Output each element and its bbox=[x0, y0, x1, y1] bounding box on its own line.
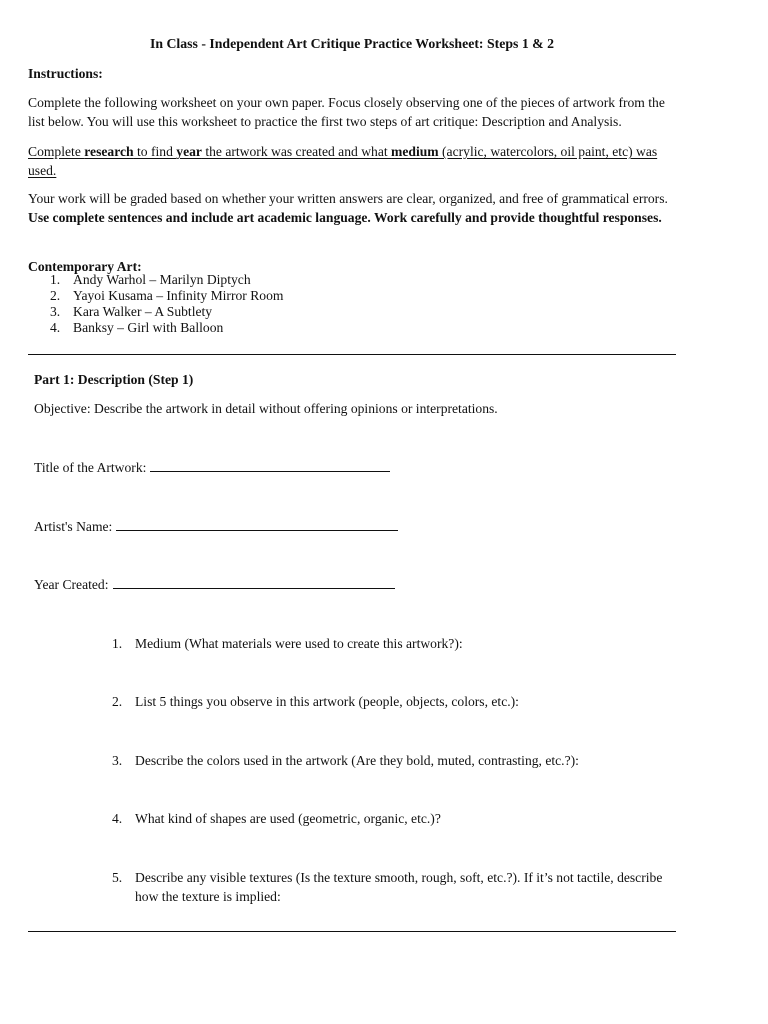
contemporary-art-heading: Contemporary Art: bbox=[28, 259, 142, 274]
para2-text-1: Complete bbox=[28, 144, 85, 159]
question-number: 1. bbox=[112, 636, 123, 651]
worksheet-title: In Class - Independent Art Critique Practice Worksheet: Steps 1 & 2 bbox=[149, 36, 555, 51]
section-divider-bottom bbox=[28, 931, 676, 932]
part1-heading: Part 1: Description (Step 1) bbox=[34, 372, 194, 387]
question-text: Medium (What materials were used to create this artwork?): bbox=[135, 636, 463, 651]
question-number: 4. bbox=[112, 811, 123, 826]
question-number: 3. bbox=[112, 753, 123, 768]
list-item-number: 1. bbox=[50, 272, 61, 287]
title-field bbox=[34, 458, 390, 477]
question-text: Describe any visible textures (Is the texture smooth, rough, soft, etc.?). If it’s not tactile, describe how the texture is implied: bbox=[135, 870, 663, 904]
list-item bbox=[28, 304, 668, 320]
list-item bbox=[28, 320, 668, 336]
list-item-text: Andy Warhol – Marilyn Diptych bbox=[73, 272, 251, 287]
instructions-paragraph-2 bbox=[28, 142, 680, 180]
list-item-number: 4. bbox=[50, 320, 61, 335]
grading-text: Your work will be graded based on whether your written answers are clear, organized, and free of grammatical errors. bbox=[28, 191, 668, 206]
list-item-text: Banksy – Girl with Balloon bbox=[73, 320, 224, 335]
year-answer-line[interactable] bbox=[113, 575, 395, 589]
list-item-number: 2. bbox=[50, 288, 61, 303]
artist-field-label: Artist's Name: bbox=[34, 519, 113, 534]
question-text: List 5 things you observe in this artwork (people, objects, colors, etc.): bbox=[135, 694, 519, 709]
instructions-paragraph-1: Complete the following worksheet on your own paper. Focus closely observing one of the pieces of artwork from the list below. You will use this worksheet to practice the first two steps of art critique: Description and Analysis. bbox=[28, 95, 665, 129]
para2-text-4: (acrylic, watercolors, oil paint, etc) was used. bbox=[28, 144, 658, 178]
grading-emphasis: Use complete sentences and include art academic language. Work carefully and provide thoughtful responses. bbox=[28, 210, 662, 225]
artist-answer-line[interactable] bbox=[116, 517, 398, 531]
para2-text-2: to find bbox=[133, 144, 177, 159]
title-field-label: Title of the Artwork: bbox=[34, 460, 147, 475]
instructions-paragraph-3 bbox=[28, 189, 680, 227]
question-text: Describe the colors used in the artwork (Are they bold, muted, contrasting, etc.?): bbox=[135, 753, 579, 768]
list-item bbox=[28, 288, 668, 304]
para2-text-3: the artwork was created and what bbox=[201, 144, 392, 159]
artist-field bbox=[34, 517, 398, 536]
list-item bbox=[28, 272, 668, 288]
list-item-text: Yayoi Kusama – Infinity Mirror Room bbox=[73, 288, 284, 303]
instructions-heading: Instructions: bbox=[28, 66, 103, 81]
question-text: What kind of shapes are used (geometric, organic, etc.)? bbox=[135, 811, 441, 826]
research-keyword: research bbox=[84, 144, 134, 159]
question-number: 2. bbox=[112, 694, 123, 709]
artwork-list bbox=[28, 272, 668, 336]
question-number: 5. bbox=[112, 870, 123, 885]
year-field-label: Year Created: bbox=[34, 577, 109, 592]
title-answer-line[interactable] bbox=[150, 458, 390, 472]
section-divider-top bbox=[28, 354, 676, 355]
year-field bbox=[34, 575, 395, 594]
list-item-number: 3. bbox=[50, 304, 61, 319]
list-item-text: Kara Walker – A Subtlety bbox=[73, 304, 213, 319]
year-keyword: year bbox=[176, 144, 202, 159]
part1-objective: Objective: Describe the artwork in detail without offering opinions or interpretations. bbox=[34, 401, 498, 416]
medium-keyword: medium bbox=[391, 144, 439, 159]
